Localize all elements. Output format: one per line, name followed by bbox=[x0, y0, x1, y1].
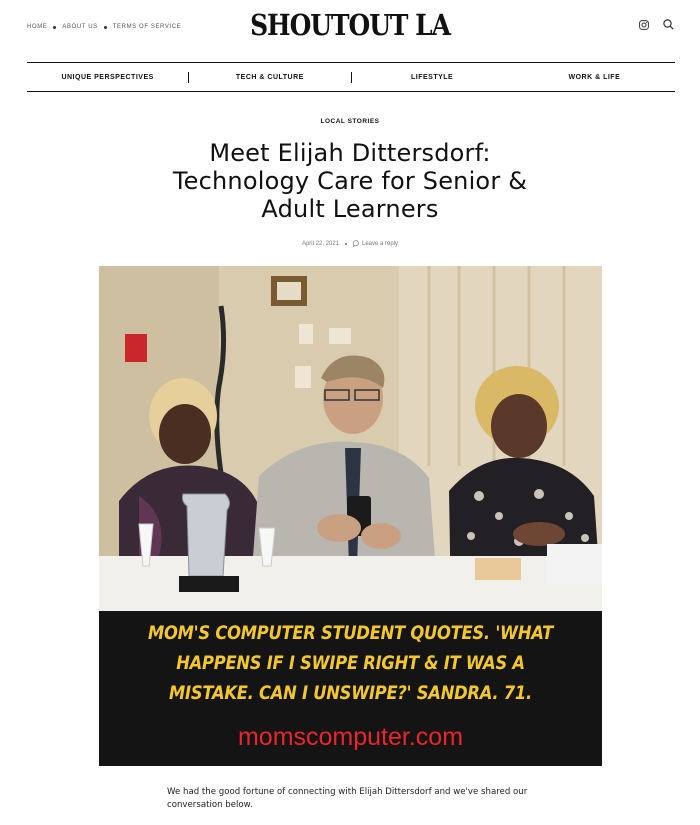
nav-item-work-life[interactable]: WORK & LIFE bbox=[568, 73, 621, 81]
article-intro: We had the good fortune of connecting with Elijah Dittersdorf and we've shared our conversation below. bbox=[167, 787, 528, 810]
article-title: Meet Elijah Dittersdorf: Technology Care for Senior & Adult Learners bbox=[172, 139, 528, 223]
top-link-home[interactable]: HOME bbox=[27, 24, 48, 30]
image-site-url: momscomputer.com bbox=[237, 723, 464, 751]
leave-reply-link[interactable] bbox=[353, 240, 398, 247]
article-meta bbox=[0, 240, 700, 247]
leave-reply-label: Leave a reply bbox=[362, 240, 399, 247]
nav-item-unique-perspectives[interactable]: UNIQUE PERSPECTIVES bbox=[61, 73, 154, 81]
nav-item-tech-culture[interactable]: TECH & CULTURE bbox=[235, 73, 304, 81]
article-hero-image bbox=[99, 266, 602, 766]
image-caption-banner bbox=[99, 611, 602, 766]
article-date[interactable]: April 22, 2021 bbox=[301, 240, 339, 247]
main-nav bbox=[27, 62, 675, 92]
top-link-about-us[interactable]: ABOUT US bbox=[62, 24, 98, 30]
search-icon[interactable] bbox=[663, 19, 674, 30]
instagram-icon[interactable] bbox=[639, 20, 649, 30]
meta-separator-dot bbox=[345, 243, 347, 245]
site-header bbox=[0, 0, 700, 60]
nav-item-lifestyle[interactable]: LIFESTYLE bbox=[411, 73, 454, 81]
classroom-photo bbox=[99, 266, 602, 611]
site-logo[interactable]: SHOUTOUT LA bbox=[250, 8, 450, 42]
header-icons bbox=[639, 19, 674, 30]
comment-icon bbox=[353, 240, 360, 247]
article-category[interactable]: LOCAL STORIES bbox=[320, 118, 380, 125]
image-quote-text: MOM'S COMPUTER STUDENT QUOTES. 'WHAT HAPPENS IF I SWIPE RIGHT & IT WAS A MISTAKE. CAN I UNSWIPE?' SANDRA. 71. bbox=[148, 622, 553, 704]
top-link-terms[interactable]: TERMS OF SERVICE bbox=[112, 24, 182, 30]
